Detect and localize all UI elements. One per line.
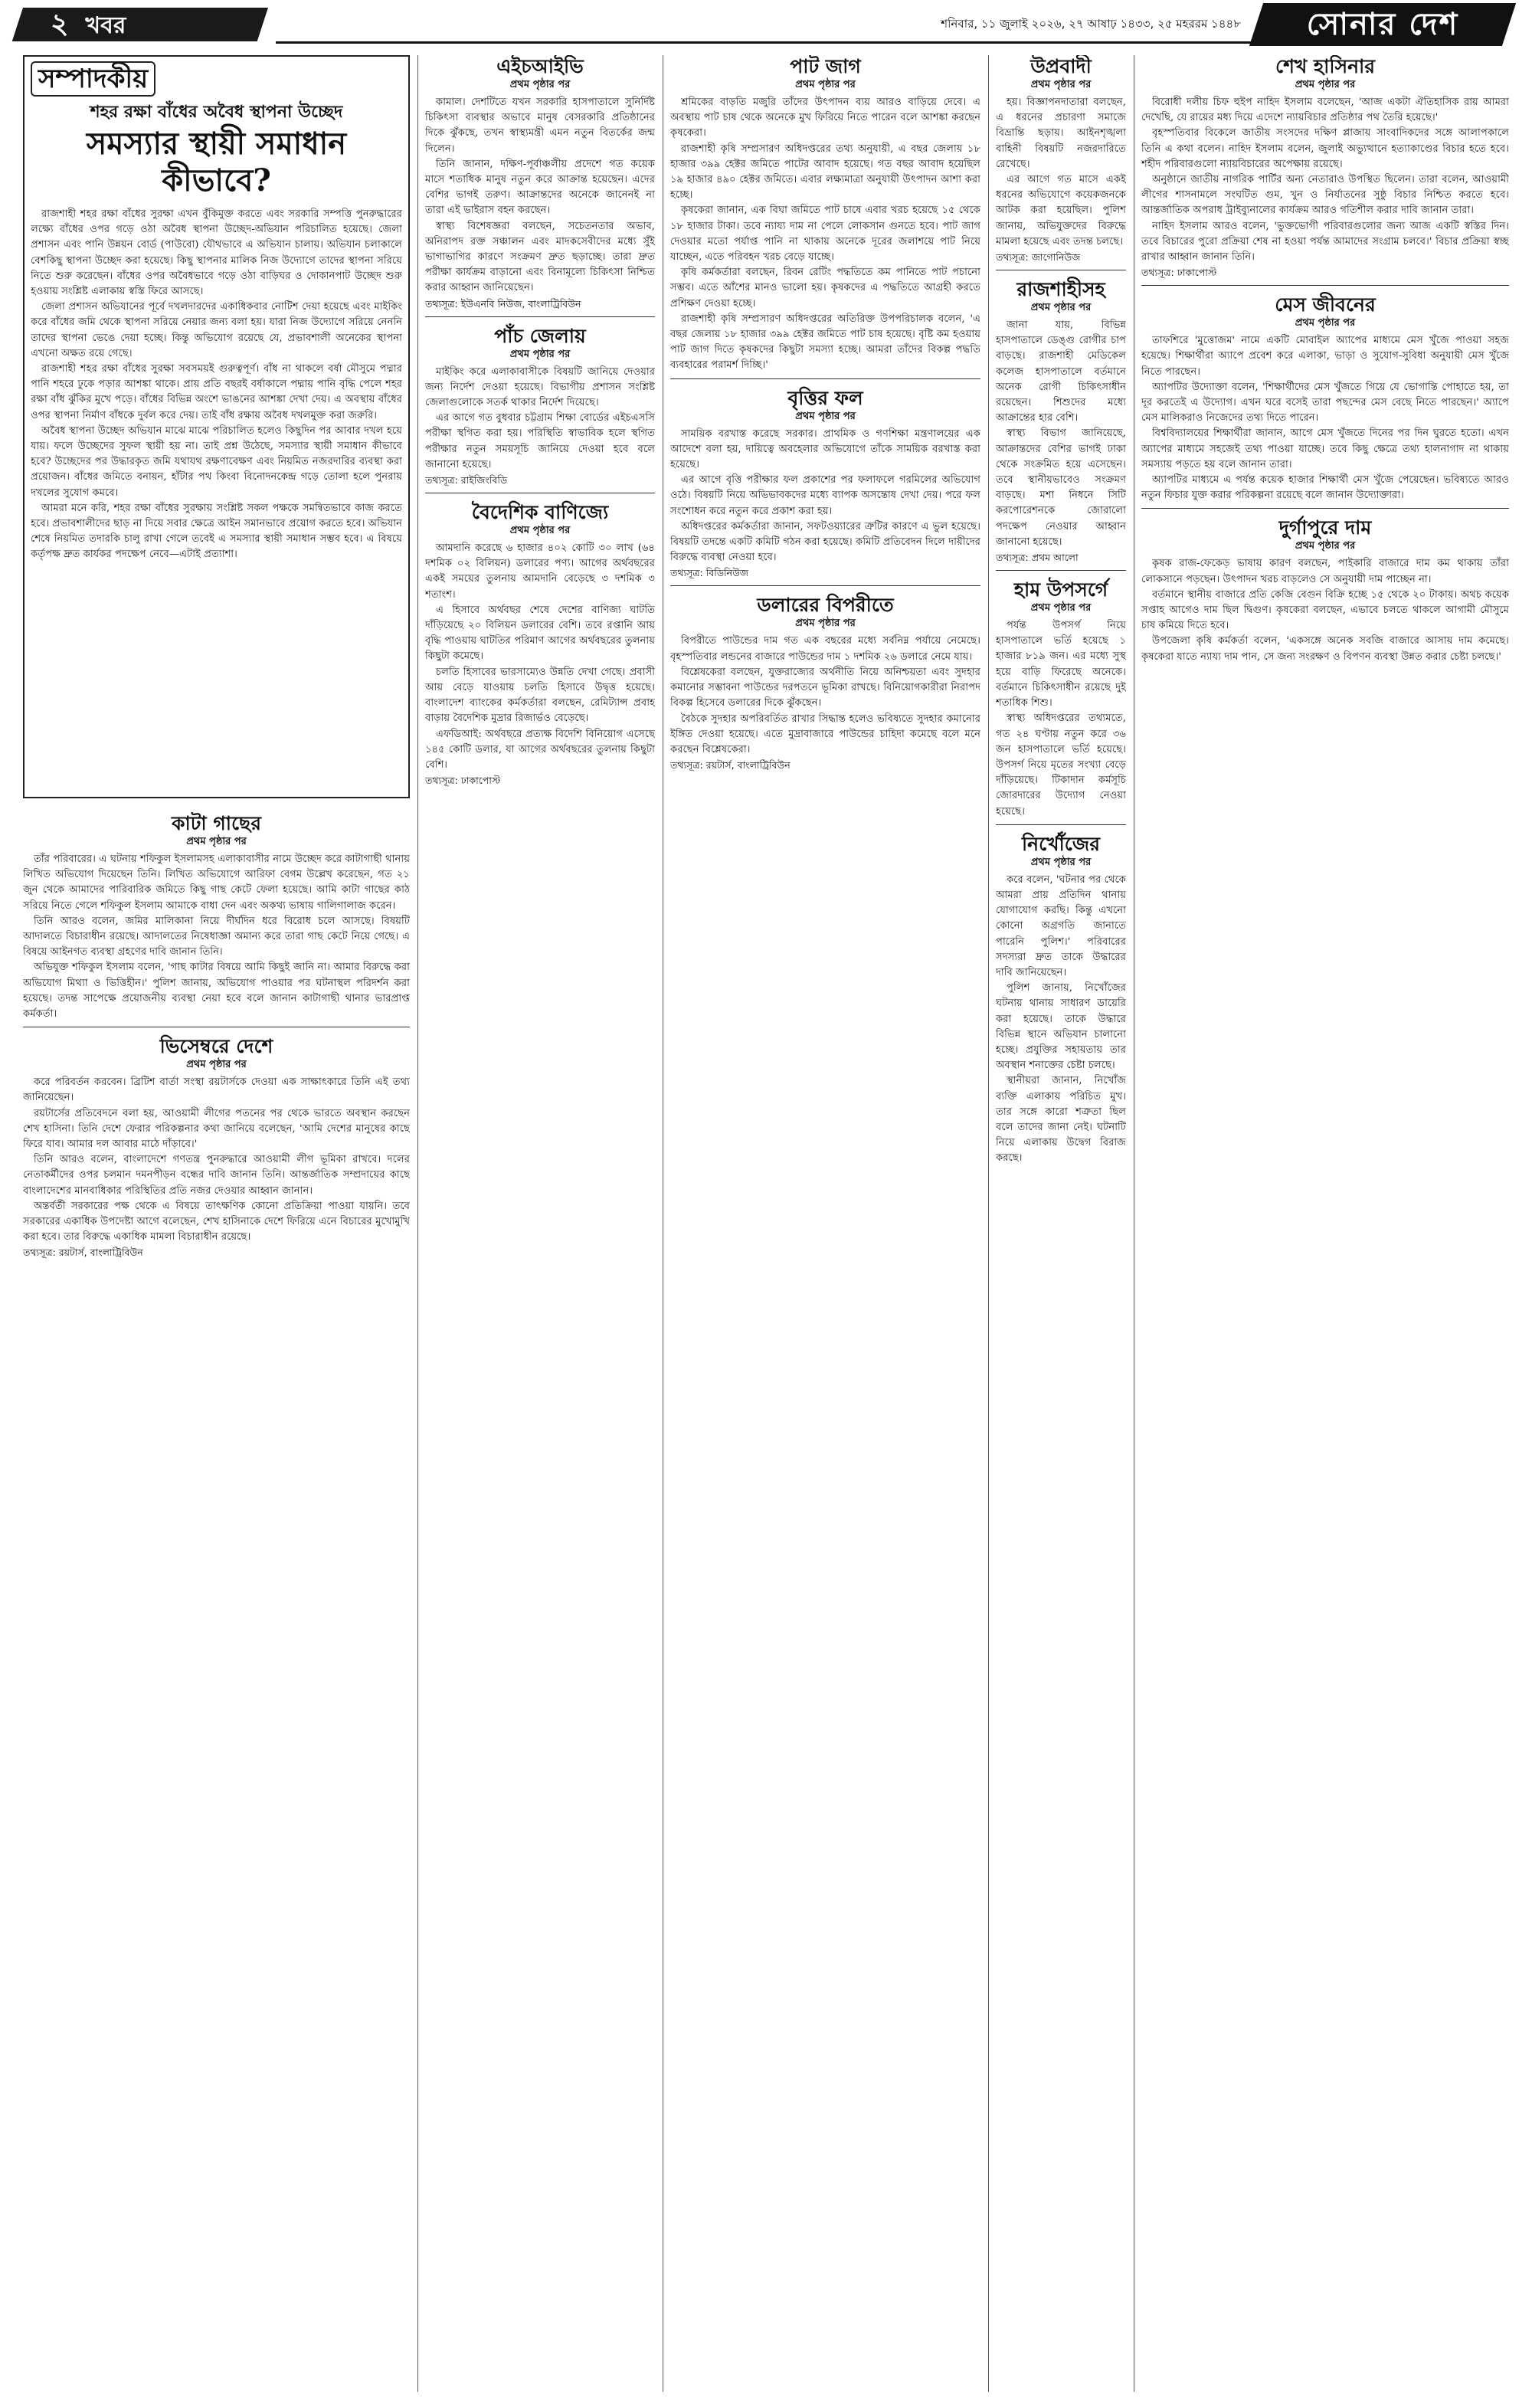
section-name: খবর [85,11,126,39]
article-paragraph: রাজশাহী কৃষি সম্প্রসারণ অধিদপ্তরের অতিরিক্ত উপপরিচালক বলেন, 'এ বছর জেলায় ১৮ হাজার ৩৯৯ হেক্টর জমিতে পাট চাষ হয়েছে। বৃষ্টি কম হওয়ায় পাট জাগ দিতে কৃষকদের কিছুটা সমস্যা হচ্ছে। আমরা তাঁদের বিকল্প পদ্ধতি ব্যবহারের পরামর্শ দিচ্ছি।' [670,313,980,372]
article-heading [996,578,1126,615]
article-heading [996,833,1126,870]
article [1141,55,1509,280]
editorial-box [23,55,410,798]
article-title: হাম উপসর্গে [1013,578,1108,601]
article-heading [23,812,410,849]
article-paragraph: স্থানীয়রা জানান, নিখোঁজ ব্যক্তি এলাকায় পরিচিত মুখ। তার সঙ্গে কারো শত্রুতা ছিল বলে তাদের জানা নেই। ঘটনাটি নিয়ে এলাকায় উদ্বেগ বিরাজ করছে। [996,1075,1126,1165]
article-heading [425,325,655,362]
article-separator [996,570,1126,571]
article-paragraph: এফডিআই: অর্থবছরে প্রত্যক্ষ বিদেশি বিনিয়োগ এসেছে ১৪৫ কোটি ডলার, যা আগের অর্থবছরের তুলনায় কিছুটা বেশি। [425,728,655,771]
article-heading [1141,516,1509,553]
continued-label: প্রথম পৃষ্ঠার পর [795,618,856,630]
article-paragraph: হয়। বিজ্ঞাপনদাতারা বলছেন, এ ধরনের প্রচারণা সমাজে বিভ্রান্তি ছড়ায়। আইনশৃঙ্খলা বাহিনী বিষয়টি নজরদারিতে রেখেছে। [996,97,1126,170]
page-number: ২ [51,8,69,40]
article-body [996,95,1126,250]
article-paragraph: আমদানি করেছে ৬ হাজার ৪০২ কোটি ৩০ লাখ (৬৪ দশমিক ০২ বিলিয়ন) ডলারের পণ্য। আগের অর্থবছরের একই সময়ের তুলনায় আমদানি বেড়েছে ৩ দশমিক ৩ শতাংশ। [425,542,655,601]
article-paragraph: এ হিসাবে অর্থবছর শেষে দেশের বাণিজ্য ঘাটতি দাঁড়িয়েছে ২০ বিলিয়ন ডলারের বেশি। তবে রপ্তানি আয় বৃদ্ধি পাওয়ায় ঘাটতির পরিমাণ আগের অর্থবছরের তুলনায় কিছুটা কমেছে। [425,604,655,663]
article-paragraph: এর আগে গত বুধবার চট্টগ্রাম শিক্ষা বোর্ডের এইচএসসি পরীক্ষা স্থগিত করা হয়। পরিস্থিতি স্বাভাবিক হলে স্থগিত পরীক্ষার নতুন সময়সূচি জানিয়ে দেওয়া হবে বলে জানানো হয়েছে। [425,412,655,470]
article-paragraph: বৈঠকে সুদহার অপরিবর্তিত রাখার সিদ্ধান্ত হলেও ভবিষ্যতে সুদহার কমানোর ইঙ্গিত দেওয়া হয়েছে। এতে মুদ্রাবাজারে পাউন্ডের চাহিদা কমেছে বলে মনে করছেন বিশ্লেষকেরা। [670,713,980,755]
article-title: পাট জাগ [790,55,861,77]
article-title: দুর্গাপুরে দাম [1278,516,1372,539]
article-separator [425,316,655,317]
article-separator [670,378,980,379]
article [996,55,1126,265]
article-paragraph: স্বাস্থ্য বিশেষজ্ঞরা বলছেন, সচেতনতার অভাব, অনিরাপদ রক্ত সঞ্চালন এবং মাদকসেবীদের মধ্যে সুঁই ভাগাভাগির কারণে সংক্রমণ দ্রুত ছড়াচ্ছে। তারা দ্রুত পরীক্ষা কার্যক্রম বাড়ানো এবং বিনামূল্যে চিকিৎসা নিশ্চিত করার আহ্বান জানিয়েছেন। [425,220,655,294]
continued-label: প্রথম পৃষ্ঠার পর [1030,602,1092,614]
article-body [996,618,1126,820]
article-heading [670,387,980,424]
header-rule [276,41,1256,44]
editorial-title: সমস্যার স্থায়ী সমাধান কীভাবে? [86,126,347,198]
article-title: শেখ হাসিনার [1275,55,1376,77]
article-paragraph: করে পরিবর্তন করবেন। ব্রিটিশ বার্তা সংস্থা রয়টার্সকে দেওয়া এক সাক্ষাৎকারে তিনি এই তথ্য জানিয়েছেন। [23,1076,410,1104]
article-title: কাটা গাছের [172,812,261,834]
article-title: ভিসেম্বরে দেশে [159,1035,273,1058]
article-paragraph: বিশ্ববিদ্যালয়ের শিক্ষার্থীরা জানান, আগে মেস খুঁজতে দিনের পর দিন ঘুরতে হতো। এখন অ্যাপের মাধ্যমে সহজেই তথ্য পাওয়া যাচ্ছে। তবে কিছু ক্ষেত্রে তথ্য হালনাগাদ না থাকায় সমস্যায় পড়তে হয় বলে জানান তারা। [1141,428,1509,470]
editorial-paragraph: অবৈধ স্থাপনা উচ্ছেদ অভিযান মাঝে মাঝে পরিচালিত হলেও কিছুদিন পর আবার দখল হয়ে যায়। ফলে উচ্ছেদের সুফল স্থায়ী হয় না। তাই প্রশ্ন উঠেছে, সমস্যার স্থায়ী সমাধান কীভাবে হবে? উচ্ছেদের পর উদ্ধারকৃত জমি যথাযথ রক্ষণাবেক্ষণ এবং নিয়মিত নজরদারির ব্যবস্থা করা প্রয়োজন। বাঁধের জমিতে বনায়ন, হাঁটার পথ কিংবা বিনোদনকেন্দ্র গড়ে তোলা হলে পুনরায় দখলের সুযোগ কমবে। [31,424,402,499]
article-paragraph: রয়টার্সের প্রতিবেদনে বলা হয়, আওয়ামী লীগের পতনের পর থেকে ভারতে অবস্থান করছেন শেখ হাসিনা। তিনি দেশে ফেরার পরিকল্পনার কথা জানিয়ে বলেছেন, 'আমি দেশের মানুষের কাছে ফিরে যাব। আমার দল আবার মাঠে দাঁড়াবে।' [23,1107,410,1151]
article-paragraph: বিরোধী দলীয় চিফ হুইপ নাহিদ ইসলাম বলেছেন, 'আজ একটা ঐতিহাসিক রায় আমরা দেখেছি, যে রায়ের মধ্য দিয়ে এদেশে ন্যায়বিচার প্রতিষ্ঠার পথ তৈরি হয়েছে।' [1141,97,1509,124]
article-paragraph: তিনি আরও বলেন, বাংলাদেশে গণতন্ত্র পুনরুদ্ধারে আওয়ামী লীগ ভূমিকা রাখবে। দলের নেতাকর্মীদের ওপর চলমান দমনপীড়ন বন্ধের দাবি জানান তিনি। আন্তর্জাতিক সম্প্রদায়ের কাছে বাংলাদেশের মানবাধিকার পরিস্থিতির প্রতি নজর দেওয়ার আহ্বান জানান। [23,1154,410,1197]
article-body [425,541,655,773]
column-divider [988,55,989,2392]
article-separator [1141,285,1509,286]
article-heading [425,501,655,538]
column-1 [23,812,410,2390]
article-source: তথ্যসূত্র: ইউএনবি নিউজ, বাংলাট্রিবিউন [425,297,581,310]
newspaper-logo: সোনার দেশ [1306,6,1459,42]
article-paragraph: তাঁর পরিবারের। এ ঘটনায় শফিকুল ইসলামসহ এলাকাবাসীর নামে উচ্ছেদ করে কাটাগাছী থানায় লিখিত অভিযোগ দিয়েছেন তিনি। লিখিত অভিযোগে আরিফা বেগম উল্লেখ করেছেন, গত ২১ জুন থেকে আমাদের পারিবারিক জমিতে কিছু গাছ কেটে ফেলা হয়েছে। আমি কাটা গাছের কাঠ সরিয়ে নিতে গেলে শফিকুল ইসলাম আমাকে বাধা দেন এবং অকথ্য ভাষায় গালিগালাজ করেন। [23,853,410,912]
article-source: তথ্যসূত্র: প্রথম আলো [996,552,1079,564]
article-paragraph: কৃষক রাজ-ফেকেড় ভাষায় কারণ বলছেন, পাইকারি বাজারে দাম কম থাকায় তাঁরা লোকসানে পড়ছেন। উৎপাদন খরচ বাড়লেও সে অনুযায়ী দাম পাচ্ছেন না। [1141,558,1509,585]
article-title: রাজশাহীসহ [1016,278,1105,301]
article [1141,293,1509,503]
continued-label: প্রথম পৃষ্ঠার পর [186,836,247,847]
article-paragraph: কৃষকেরা জানান, এক বিঘা জমিতে পাট চাষে এবার খরচ হয়েছে ১৫ থেকে ১৮ হাজার টাকা। তবে ন্যায্য দাম না পেলে লোকসান গুনতে হবে। পাট জাগ দেওয়ার মতো পর্যাপ্ত পানি না থাকায় অনেকে দূরের জলাশয়ে পাট নিয়ে যাচ্ছেন, এতে পরিবহন খরচ বেড়ে যাচ্ছে। [670,205,980,264]
article-source: তথ্যসূত্র: রয়টার্স, বাংলাট্রিবিউন [670,759,791,772]
article-paragraph: এর আগে গত মাসে একই ধরনের অভিযোগে কয়েকজনকে আটক করা হয়েছিল। পুলিশ জানায়, অভিযুক্তদের বিরুদ্ধে মামলা হয়েছে এবং তদন্ত চলছে। [996,174,1126,247]
article-title: পাঁচ জেলায় [494,324,586,347]
article-paragraph: চলতি হিসাবের ভারসাম্যেও উন্নতি দেখা গেছে। প্রবাসী আয় বেড়ে যাওয়ায় চলতি হিসাবে উদ্বৃত্ত হয়েছে। বাংলাদেশ ব্যাংকের কর্মকর্তারা বলছেন, রেমিট্যান্স প্রবাহ বাড়ায় বৈদেশিক মুদ্রার রিজার্ভও বেড়েছে। [425,666,655,725]
article-body [996,318,1126,550]
article-paragraph: অধিদপ্তরের কর্মকর্তারা জানান, সফটওয়্যারের ত্রুটির কারণে এ ভুল হয়েছে। বিষয়টি তদন্তে একটি কমিটি গঠন করা হয়েছে। কমিটি প্রতিবেদন দিলে দায়ীদের বিরুদ্ধে ব্যবস্থা নেওয়া হবে। [670,520,980,564]
article-separator [670,585,980,586]
article-title: বৈদেশিক বাণিজ্যে [471,501,609,524]
editorial-paragraph: রাজশাহী শহর রক্ষা বাঁধের সুরক্ষা এখন বুঁকিমুক্ত করতে এবং সরকারি সম্পত্তি পুনরুদ্ধারের লক্ষ্যে বাঁধের ওপর গড়ে ওঠা অবৈধ স্থাপনা উচ্ছেদ-অভিযান পরিচালিত হয়েছে। জেলা প্রশাসন এবং পানি উন্নয়ন বোর্ড (পাউবো) যৌথভাবে এ অভিযান চালায়। অভিযান চলাকালে বেশকিছু স্থাপনা উচ্ছেদ করা হয়েছে। কিছু স্থাপনার মালিক নিজ উদ্যোগে তাদের স্থাপনা সরিয়ে নিতে শুরু করেছেন। বাঁধের ওপর অবৈধভাবে গড়ে ওঠা বাড়িঘর ও দোকানপাট উচ্ছেদ শুরু হওয়ায় সংশ্লিষ্ট এলাকায় স্বস্তি ফিরে আসছে। [31,208,402,298]
article-title: উপ্রবাদী [1030,55,1092,77]
article [670,387,980,582]
article [996,833,1126,1167]
article-paragraph: স্বাস্থ্য অধিদপ্তরের তথ্যমতে, গত ২৪ ঘণ্টায় নতুন করে ৩৬ জন হাসপাতালে ভর্তি হয়েছে। উপসর্গ নিয়ে মৃতের সংখ্যা বেড়ে দাঁড়িয়েছে। টিকাদান কর্মসূচি জোরদারের উদ্যোগ নেওয়া হয়েছে। [996,713,1126,817]
article-source: তথ্যসূত্র: ঢাকাপোস্ট [1141,267,1217,279]
article-body [1141,556,1509,664]
continued-label: প্রথম পৃষ্ঠার পর [1030,79,1092,90]
article-title: এইচআইভি [496,55,584,77]
editorial-body [31,207,402,563]
continued-label: প্রথম পৃষ্ঠার পর [509,525,571,537]
article-paragraph: অন্তর্বর্তী সরকারের পক্ষ থেকে এ বিষয়ে তাৎক্ষণিক কোনো প্রতিক্রিয়া পাওয়া যায়নি। তবে সরকারের একাধিক উপদেষ্টা আগে বলেছেন, শেখ হাসিনাকে দেশে ফিরিয়ে এনে বিচারের মুখোমুখি করা হবে। তার বিরুদ্ধে একাধিক মামলা বিচারাধীন রয়েছে। [23,1200,410,1243]
article-paragraph: তিনি জানান, দক্ষিণ-পূর্বাঞ্চলীয় প্রদেশে গত কয়েক মাসে শতাধিক মানুষ নতুন করে আক্রান্ত হয়েছেন। এদের বেশির ভাগই তরুণ। আক্রান্তদের অনেকে জানেনই না তারা এই ভাইরাস বহন করছেন। [425,158,655,217]
article-paragraph: পুলিশ জানায়, নিখোঁজের ঘটনায় থানায় সাধারণ ডায়েরি করা হয়েছে। তাকে উদ্ধারে বিভিন্ন স্থানে অভিযান চালানো হচ্ছে। প্রযুক্তির সহায়তায় তার অবস্থান শনাক্তের চেষ্টা চলছে। [996,982,1126,1072]
article-title: বৃত্তির ফল [787,386,863,409]
article [425,501,655,788]
article [425,325,655,488]
article-paragraph: জানা যায়, বিভিন্ন হাসপাতালে ডেঙ্গু রোগীর চাপ বাড়ছে। রাজশাহী মেডিকেল কলেজ হাসপাতালে বর্তমানে অনেক রোগী চিকিৎসাধীন রয়েছেন। শিশুদের মধ্যে আক্রান্তের হার বেশি। [996,319,1126,424]
article-paragraph: অ্যাপটির মাধ্যমে এ পর্যন্ত কয়েক হাজার শিক্ষার্থী মেস খুঁজে পেয়েছেন। ভবিষ্যতে আরও নতুন ফিচার যুক্ত করার পরিকল্পনা রয়েছে বলে জানান উদ্যোক্তারা। [1141,474,1509,502]
column-divider [417,55,418,2392]
article-paragraph: তাফশিরে 'মুত্তোজম' নামে একটি মোবাইল অ্যাপের মাধ্যমে মেস খুঁজে পাওয়া সহজ হয়েছে। শিক্ষার্থীরা অ্যাপে প্রবেশ করে এলাকা, ভাড়া ও সুযোগ-সুবিধা অনুযায়ী মেস খুঁজে নিতে পারছেন। [1141,335,1509,378]
article-body [996,873,1126,1167]
article-paragraph: মাইকিং করে এলাকাবাসীকে বিষয়টি জানিয়ে দেওয়ার জন্য নির্দেশ দেওয়া হয়েছে। বিভাগীয় প্রশাসন সংশ্লিষ্ট জেলাগুলোকে সতর্ক থাকার নির্দেশ দিয়েছে। [425,365,655,409]
continued-label: প্রথম পৃষ্ঠার পর [1295,79,1356,90]
article-body [670,95,980,374]
article-heading [1141,55,1509,92]
editorial-kicker: শহর রক্ষা বাঁধের অবৈধ স্থাপনা উচ্ছেদ [90,102,343,122]
article-heading [1141,293,1509,330]
continued-label: প্রথম পৃষ্ঠার পর [795,79,856,90]
article-paragraph: তিনি আরও বলেন, জমির মালিকানা নিয়ে দীর্ঘদিন ধরে বিরোধ চলে আসছে। বিষয়টি আদালতে বিচারাধীন রয়েছে। আদালতের নিষেধাজ্ঞা অমান্য করে তারা গাছ কেটে নিয়ে গেছে। এ বিষয়ে আইনগত ব্যবস্থা গ্রহণের দাবি জানান তিনি। [23,915,410,958]
continued-label: প্রথম পৃষ্ঠার পর [795,410,856,422]
article-source: তথ্যসূত্র: জাগোনিউজ [996,251,1081,264]
article [996,278,1126,565]
continued-label: প্রথম পৃষ্ঠার পর [1295,540,1356,552]
article-body [670,427,980,566]
article [1141,516,1509,664]
continued-label: প্রথম পৃষ্ঠার পর [509,348,571,360]
article-body [23,852,410,1022]
article-paragraph: বর্তমানে স্থানীয় বাজারে প্রতি কেজি বেগুন বিক্রি হচ্ছে ১৫ থেকে ২০ টাকায়। অথচ কয়েক সপ্তাহ আগেও দাম ছিল দ্বিগুণ। কৃষকেরা বলছেন, এভাবে চলতে থাকলে আগামী মৌসুমে চাষ কমিয়ে দিতে হবে। [1141,588,1509,632]
continued-label: প্রথম পৃষ্ঠার পর [1030,856,1092,868]
article-heading [670,55,980,92]
article-paragraph: বৃহস্পতিবার বিকেলে জাতীয় সংসদের দক্ষিণ প্লাজায় সাংবাদিকদের সঙ্গে আলাপকালে তিনি এ কথা বলেন। নাহিদ ইসলাম বলেন, জুলাই অভ্যুত্থানে হত্যাকাণ্ডের বিচার হতে হবে। শহীদ পরিবারগুলো ন্যায়বিচারের অপেক্ষায় রয়েছে। [1141,127,1509,170]
article [670,594,980,773]
editorial-paragraph: আমরা মনে করি, শহর রক্ষা বাঁধের সুরক্ষায় সংশ্লিষ্ট সকল পক্ষকে সমন্বিতভাবে কাজ করতে হবে। প্রভাবশালীদের ছাড় না দিয়ে সবার ক্ষেত্রে আইন সমানভাবে প্রয়োগ করতে হবে। অভিযান শেষে নিয়মিত তদারকি চালু রাখা গেলে তবেই এ সমস্যার স্থায়ী সমাধান সম্ভব হবে। এ বিষয়ে কর্তৃপক্ষ দ্রুত কার্যকর পদক্ষেপ নেবে—এটাই প্রত্যাশা। [31,502,402,561]
article-separator [1141,508,1509,509]
article-paragraph: অ্যাপটির উদ্যোক্তা বলেন, 'শিক্ষার্থীদের মেস খুঁজতে গিয়ে যে ভোগান্তি পোহাতে হয়, তা দূর করতেই এ উদ্যোগ। এখন ঘরে বসেই তারা পছন্দের মেস বেছে নিতে পারছেন।' অ্যাপে মেস মালিকরাও নিজেদের তথ্য দিতে পারেন। [1141,381,1509,424]
editorial-paragraph: রাজশাহী শহর রক্ষা বাঁধের সুরক্ষা সবসময়ই গুরুত্বপূর্ণ। বাঁধ না থাকলে বর্ষা মৌসুমে পদ্মার পানি শহরে ঢুকে পড়ার আশঙ্কা থাকে। প্রায় প্রতি বছরই বর্ষাকালে পদ্মায় পানি বৃদ্ধি পেলে শহর রক্ষা বাঁধ ঝুঁকির মুখে পড়ে। বাঁধের বিভিন্ন অংশে ভাঙনের আশঙ্কা দেখা দেয়। এ অবস্থায় বাঁধের ওপর স্থাপনা নির্মাণ বাঁধকে দুর্বল করে দেয়। তাই বাঁধ রক্ষায় অবৈধ দখলমুক্ত করা জরুরি। [31,363,402,421]
continued-label: প্রথম পৃষ্ঠার পর [1295,317,1356,329]
continued-label: প্রথম পৃষ্ঠার পর [1030,302,1092,314]
article-paragraph: নাহিদ ইসলাম আরও বলেন, 'ভুক্তভোগী পরিবারগুলোর জন্য আজ একটি স্বস্তির দিন। তবে বিচারের পুরো প্রক্রিয়া শেষ না হওয়া পর্যন্ত আমাদের সংগ্রাম চলবে।' বিচার প্রক্রিয়া স্বচ্ছ রাখার আহ্বান জানান তিনি। [1141,220,1509,264]
article-paragraph: অভিযুক্ত শফিকুল ইসলাম বলেন, 'গাছ কাটার বিষয়ে আমি কিছুই জানি না। আমার বিরুদ্ধে করা অভিযোগ মিথ্যা ও ভিত্তিহীন।' পুলিশ জানায়, অভিযোগ পাওয়ার পর ঘটনাস্থল পরিদর্শন করা হয়েছে। তদন্ত সাপেক্ষে প্রয়োজনীয় ব্যবস্থা নেয়া হবে বলে জানান কাটাগাছী থানার ভারপ্রাপ্ত কর্মকর্তা। [23,962,410,1021]
article-source: তথ্যসূত্র: বিডিনিউজ [670,567,748,579]
article-title: নির্খোঁজের [1022,832,1100,855]
article-paragraph: শ্রমিকের বাড়তি মজুরি তাঁদের উৎপাদন ব্যয় আরও বাড়িয়ে দেবে। এ অবস্থায় পাট চাষ থেকে অনেকে মুখ ফিরিয়ে নিতে পারেন বলে আশঙ্কা করছেন কৃষকেরা। [670,97,980,139]
article-body [23,1075,410,1245]
article-body [670,634,980,758]
article-body [425,365,655,473]
column-2 [425,55,655,2392]
article-paragraph: এর আগে বৃত্তি পরীক্ষার ফল প্রকাশের পর ফলাফলে গরমিলের অভিযোগ ওঠে। বিষয়টি নিয়ে অভিভাবকদের মধ্যে ব্যাপক অসন্তোষ দেখা দেয়। পরে ফল সংশোধন করে নতুন করে প্রকাশ করা হয়। [670,474,980,517]
article-paragraph: কৃষি কর্মকর্তারা বলছেন, রিবন রেটিং পদ্ধতিতে কম পানিতে পাট পচানো সম্ভব। এতে আঁশের মানও ভালো হয়। কৃষকদের এ পদ্ধতিতে আগ্রহী করতে প্রশিক্ষণ দেওয়া হচ্ছে। [670,267,980,310]
article-heading [670,594,980,631]
column-5 [1141,55,1509,2392]
article [23,812,410,1022]
article-paragraph: উপজেলা কৃষি কর্মকর্তা বলেন, 'একসঙ্গে অনেক সবজি বাজারে আসায় দাম কমেছে। কৃষকেরা যাতে ন্যায্য দাম পান, সে জন্য সংরক্ষণ ও বিপণন ব্যবস্থা উন্নত করার চেষ্টা চলছে।' [1141,635,1509,663]
article-paragraph: করে বলেন, 'ঘটনার পর থেকে আমরা প্রায় প্রতিদিন থানায় যোগাযোগ করছি। কিন্তু এখনো কোনো অগ্রগতি জানাতে পারেনি পুলিশ।' পরিবারের সদস্যরা দ্রুত তাকে উদ্ধারের দাবি জানিয়েছেন। [996,873,1126,978]
article-title: মেস জীবনের [1275,293,1376,316]
continued-label: প্রথম পৃষ্ঠার পর [186,1059,247,1071]
editorial-paragraph: জেলা প্রশাসন অভিযানের পূর্বে দখলদারদের একাধিকবার নোটিশ দেয়া হয়েছে এবং মাইকিং করে বাঁধের জমি থেকে স্থাপনা সরিয়ে নেয়ার জন্য বলা হয়। যারা নিজ উদ্যোগে সরিয়ে নেননি তাদের স্থাপনা ভেঙে দেয়া হচ্ছে। কিন্তু অভিযোগ রয়েছে যে, প্রভাবশালী অনেকের স্থাপনা এখনো অক্ষত রয়ে গেছে। [31,301,402,359]
article-source: তথ্যসূত্র: ঢাকাপোস্ট [425,775,501,787]
article-heading [425,55,655,92]
date-line: শনিবার, ১১ জুলাই ২০২৬, ২৭ আষাঢ় ১৪৩৩, ২৫ মহররম ১৪৪৮ [941,17,1241,31]
masthead [23,0,1509,51]
article [670,55,980,374]
article-source: তথ্যসূত্র: রয়টার্স, বাংলাট্রিবিউন [23,1247,143,1259]
article-paragraph: অনুষ্ঠানে জাতীয় নাগরিক পার্টির অন্য নেতারাও উপস্থিত ছিলেন। তারা বলেন, আওয়ামী লীগের শাসনামলে সংঘটিত গুম, খুন ও নির্যাতনের সুষ্ঠু বিচার নিশ্চিত করতে হবে। আন্তর্জাতিক অপরাধ ট্রাইব্যুনালের কার্যক্রম আরও গতিশীল করার দাবি জানান তারা। [1141,174,1509,217]
continued-label: প্রথম পৃষ্ঠার পর [509,79,571,90]
article-body [1141,333,1509,503]
column-3 [670,55,980,2392]
article-heading [23,1035,410,1072]
article-paragraph: স্বাস্থ্য বিভাগ জানিয়েছে, আক্রান্তদের বেশির ভাগই ঢাকা থেকে সংক্রমিত হয়ে এসেছেন। তবে স্থানীয়ভাবেও সংক্রমণ বাড়ছে। মশা নিধনে সিটি করপোরেশনকে জোরালো পদক্ষেপ নেওয়ার আহ্বান জানানো হয়েছে। [996,428,1126,548]
article-paragraph: কামাল। দেশটিতে যখন সরকারি হাসপাতালে সুনির্দিষ্ট চিকিৎসা ব্যবস্থার অভাবে মানুষ বেসরকারি প্রতিষ্ঠানের দিকে ঝুঁকছে, তখন স্বাস্থ্যমন্ত্রী এমন নতুন বিতর্কের জন্ম দিলেন। [425,97,655,155]
editorial-label: সম্পাদকীয় [31,61,155,97]
article [425,55,655,312]
article [23,1035,410,1260]
article-paragraph: সাময়িক বরখাস্ত করেছে সরকার। প্রাথমিক ও গণশিক্ষা মন্ত্রণালয়ের এক আদেশে বলা হয়, দায়িত্বে অবহেলার অভিযোগে তাঁকে সাময়িক বরখাস্ত করা হয়েছে। [670,428,980,471]
article-heading [996,55,1126,92]
article-paragraph: রাজশাহী কৃষি সম্প্রসারণ অধিদপ্তরের তথ্য অনুযায়ী, এ বছর জেলায় ১৮ হাজার ৩৯৯ হেক্টর জমিতে পাটের আবাদ হয়েছে। গত বছর আবাদ হয়েছিল ১৯ হাজার ৪৯০ হেক্টর জমিতে। এবার লক্ষ্যমাত্রা অনুযায়ী উৎপাদন আশা করা হচ্ছে। [670,143,980,201]
article-paragraph: বিপরীতে পাউন্ডের দাম গত এক বছরের মধ্যে সর্বনিম্ন পর্যায়ে নেমেছে। বৃহস্পতিবার লন্ডনের বাজারে পাউন্ডের দাম ১ দশমিক ২৬ ডলারে নেমে যায়। [670,635,980,663]
article-heading [996,278,1126,315]
article [996,578,1126,820]
article-body [1141,95,1509,265]
article-paragraph: বিশ্লেষকেরা বলছেন, যুক্তরাজ্যের অর্থনীতি নিয়ে অনিশ্চয়তা এবং সুদহার কমানোর সম্ভাবনা পাউন্ডের দরপতনে ভূমিকা রাখছে। বিনিয়োগকারীরা নিরাপদ বিকল্প হিসেবে ডলারের দিকে ঝুঁকছেন। [670,666,980,709]
article-separator [996,824,1126,825]
article-source: তথ্যসূত্র: রাইজিংবিডি [425,474,508,487]
article-title: ডলারের বিপরীতে [757,594,894,617]
column-4 [996,55,1126,2392]
article-paragraph: পর্যন্ত উপসর্গ নিয়ে হাসপাতালে ভর্তি হয়েছে ১ হাজার ৮১৯ জন। এর মধ্যে সুস্থ হয়ে বাড়ি ফিরেছে অনেকে। বর্তমানে চিকিৎসাধীন রয়েছে দুই শতাধিক শিশু। [996,620,1126,709]
article-body [425,95,655,296]
